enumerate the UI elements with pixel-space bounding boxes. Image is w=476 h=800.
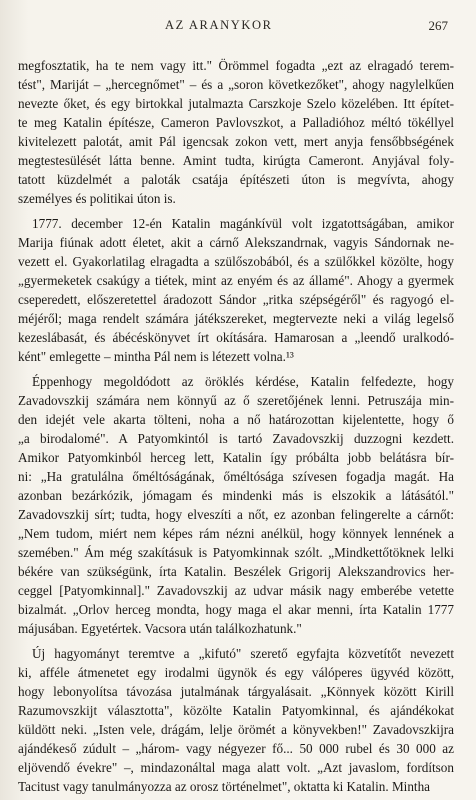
running-head [0, 18, 476, 34]
paragraph [18, 214, 454, 366]
running-title: AZ ARANYKOR [165, 18, 273, 32]
paragraph [18, 644, 454, 796]
text-line: azonban bezárkózik, jómagam és mindenki más is elszokik a látásától." [18, 488, 454, 503]
text-line: ki, afféle átmenetet egy irodalmi ügynök és egy válóperes ügyvéd között, [18, 665, 454, 680]
text-line: Új hagyományt teremtve a „kifutó" szerető egyfajta közvetítőt nevezett [32, 646, 454, 661]
text-line: Zavadovszkij sírt; tudta, hogy elveszíti a nőt, ez azonban felingerelte a cárnőt: [18, 507, 454, 522]
text-line: békére van szükségünk, írta Katalin. Beszélek Grigorij Alekszandrovics her- [18, 564, 454, 579]
paragraph [18, 372, 454, 638]
text-line: tatott küzdelmét a paloták csatája építészeti úton is megvívta, ahogy [18, 172, 454, 187]
text-line: „Nem tudom, miért nem képes rám nézni anélkül, hogy könnyek lennének a [18, 526, 454, 541]
text-line: Tacitust vagy tanulmányozza az orosz történelmet", oktatta ki Katalin. Mintha [18, 779, 431, 794]
text-line: den idejét vele akarta tölteni, noha a nő határozottan kijelentette, hogy ő [18, 412, 454, 427]
text-line: ajándékeső zúdult – „három- vagy négyezer fő... 50 000 rubel és 30 000 az [18, 741, 454, 756]
text-line: nevezte őket, és egy birtokkal jutalmazta Carszkoje Szelo közelében. Itt építet- [18, 96, 454, 111]
text-line: májusában. Egyetértek. Vacsora után találkozhatunk." [18, 621, 302, 636]
text-line: hogy lebonyolítsa távozása jutalmának tárgyalásait. „Könnyek között Kirill [18, 684, 454, 699]
text-line: ni: „Ha gratulálna őméltóságának, őméltósága szívesen fogadja magát. Ha [18, 469, 454, 484]
body-text [18, 56, 454, 796]
page-number: 267 [428, 18, 448, 33]
text-line: tést", Mariját – „hercegnőmet" – és a „soron következőket", ahogy nagylelkűen [18, 77, 454, 92]
text-line: kivitelezett palotát, amit Pál igencsak zokon vett, mert anyja fensőbbségének [18, 134, 454, 149]
text-line: bizalmát. „Orlov herceg mondta, hogy maga el akar menni, írta Katalin 1777 [18, 602, 454, 617]
text-line: megtestesülését látta benne. Amint tudta, kirúgta Cameront. Anyjával foly- [18, 153, 454, 168]
text-line: megfosztatik, ha te nem vagy itt." Örömmel fogadta „ezt az elragadó terem- [18, 58, 454, 73]
text-line: 1777. december 12-én Katalin magánkívül volt izgatottságában, amikor [32, 216, 454, 231]
text-line: Razumovszkijt választotta", közölte Katalin Patyomkinnal, és ajándékokat [18, 703, 454, 718]
text-line: kezeslábasát, és ábécéskönyvet írt okítására. Hamarosan a „leendő uralkodó- [18, 330, 454, 345]
text-line: ceggel [Patyomkinnal]." Zavadovszkij az udvar másik nagy emberébe vetette [18, 583, 454, 598]
text-line: „gyermeketek csakúgy a tiétek, mint az enyém és az államé". Ahogy a gyermek [18, 273, 454, 288]
text-line: cseperedett, előszeretettel áradozott Sándor „ritka szépségéről" és ragyogó el- [18, 292, 454, 307]
text-line: méjéről; maga rendelt számára játékszereket, megtervezte neki a világ legelső [18, 311, 454, 326]
text-line: ként" emlegette – mintha Pál nem is létezett volna.¹³ [18, 349, 294, 364]
text-line: eljövendő évekre" –, mindazonáltal maga alatt volt. „Azt javaslom, fordítson [18, 760, 454, 775]
text-line: Zavadovszkij számára nem könnyű az ő szeretőjének lenni. Petruszája min- [18, 393, 454, 408]
text-line: Éppenhogy megoldódott az öröklés kérdése, Katalin felfedezte, hogy [32, 374, 454, 389]
text-line: küldött neki. „Isten vele, drágám, lelje örömét a könyvekben!" Zavadovszkijra [18, 722, 454, 737]
text-line: „a birodalomé". A Patyomkintól is tartó Zavadovszkij duzzogni kezdett. [18, 431, 454, 446]
text-line: Amikor Patyomkinból herceg lett, Katalin így próbálta jobb belátásra bír- [18, 450, 454, 465]
text-line: szemében." Ám még szakításuk is Patyomkinnak szólt. „Mindkettőtöknek lelki [18, 545, 454, 560]
paragraph [18, 56, 454, 208]
text-line: vezett el. Gyakorlatilag elragadta a szülőszobából, és a szülőkkel közölte, hogy [18, 254, 454, 269]
text-line: te meg Katalin építésze, Cameron Pavlovszkot, a Palladióhoz méltó tökéllyel [18, 115, 454, 130]
text-line: személyes és politikai úton is. [18, 191, 176, 206]
text-line: Marija fiúnak adott életet, akit a cárnő Alekszandrnak, vagyis Sándornak ne- [18, 235, 454, 250]
